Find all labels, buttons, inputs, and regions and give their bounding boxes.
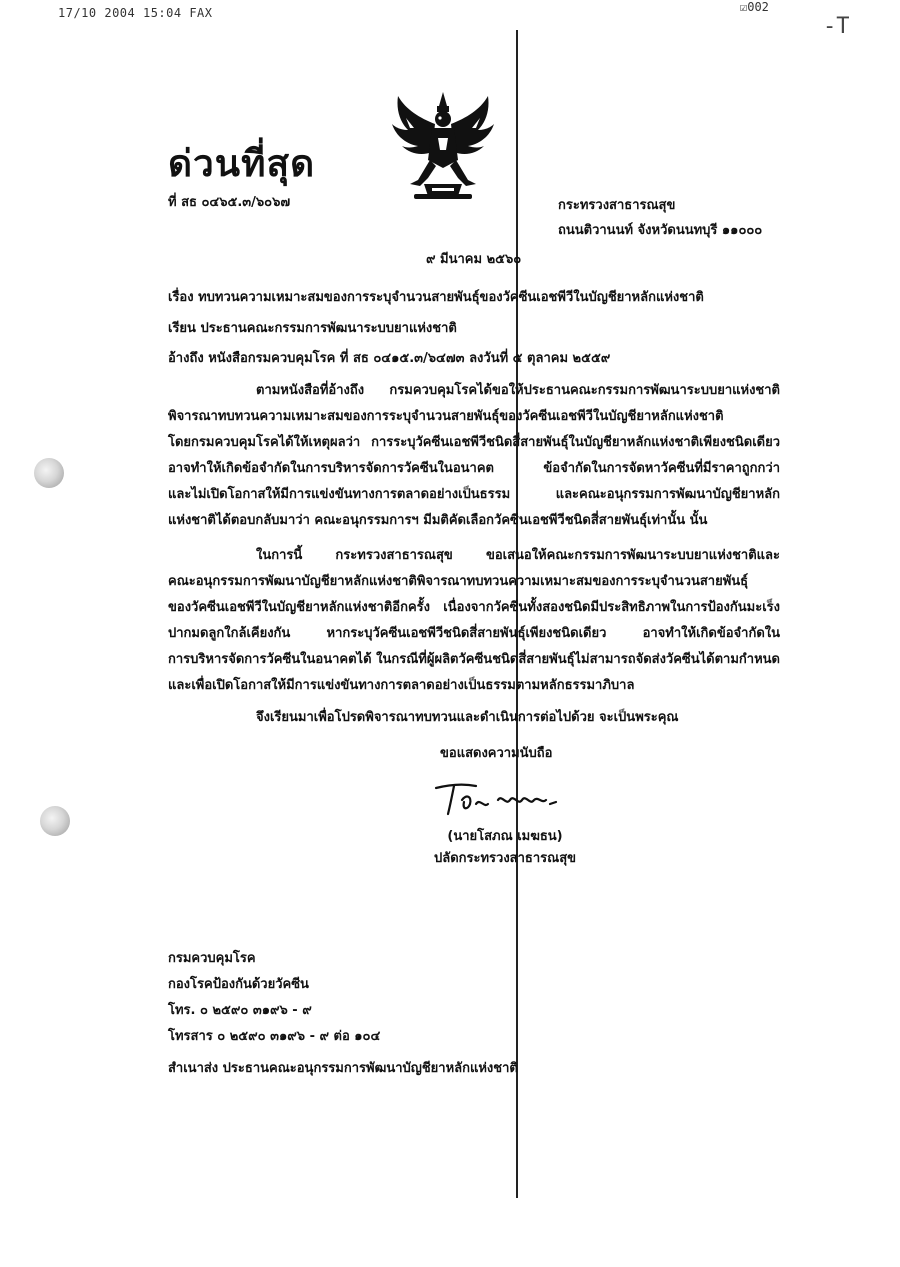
body-paragraph-2	[168, 543, 780, 699]
division-name: กองโรคป้องกันด้วยวัคซีน	[168, 977, 309, 992]
telephone-number: โทร. ๐ ๒๕๙๐ ๓๑๙๖ - ๙	[168, 1003, 312, 1018]
document-date: ๙ มีนาคม ๒๕๖๐	[426, 252, 522, 267]
carbon-copy-line: สำเนาส่ง ประธานคณะอนุกรรมการพัฒนาบัญชียาหลักแห่งชาติ	[168, 1061, 518, 1076]
reference-number: ที่ สธ ๐๔๖๕.๓/๖๐๖๗	[168, 195, 291, 210]
handwritten-signature	[432, 778, 572, 826]
paragraph-line: โดยกรมควบคุมโรคได้ให้เหตุผลว่า การระบุวัคซีนเอชพีวีชนิดสี่สายพันธุ์ในบัญชียาหลักแห่งชาติเพียงชนิดเดียว	[168, 435, 780, 450]
punch-hole-top	[34, 458, 64, 488]
paragraph-line: และเพื่อเปิดโอกาสให้มีการแข่งขันทางการตลาดอย่างเป็นธรรมตามหลักธรรมาภิบาล	[168, 678, 635, 693]
paragraph-line: การบริหารจัดการวัคซีนในอนาคตได้ ในกรณีที่ผู้ผลิตวัคซีนชนิดสี่สายพันธุ์ไม่สามารถจัดส่งวัคซีนได้ตามกำหนด	[168, 652, 780, 667]
paragraph-line: พิจารณาทบทวนความเหมาะสมของการระบุจำนวนสายพันธุ์ของวัคซีนเอชพีวีในบัญชียาหลักแห่งชาติ	[168, 409, 724, 424]
paragraph-line: อาจทำให้เกิดข้อจำกัดในการบริหารจัดการวัคซีนในอนาคต ข้อจำกัดในการจัดหาวัคซีนที่มีราคาถูกกว่า	[168, 461, 780, 476]
signer-name: (นายโสภณ เมฆธน)	[447, 829, 563, 844]
paragraph-line: คณะอนุกรรมการพัฒนาบัญชียาหลักแห่งชาติพิจารณาทบทวนความเหมาะสมของการระบุจำนวนสายพันธุ์	[168, 574, 749, 589]
recipient-line: เรียน ประธานคณะกรรมการพัฒนาระบบยาแห่งชาติ	[168, 321, 457, 336]
fax-page-number: ☑002	[740, 0, 769, 14]
punch-hole-bottom	[40, 806, 70, 836]
closing-salutation: ขอแสดงความนับถือ	[440, 746, 553, 761]
fax-header: 17/10 2004 15:04 FAX	[58, 6, 213, 20]
paragraph-line: แห่งชาติได้ตอบกลับมาว่า คณะอนุกรรมการฯ มีมติคัดเลือกวัคซีนเอชพีวีชนิดสี่สายพันธุ์เท่านั้น นั้น	[168, 513, 708, 528]
paragraph-line: และไม่เปิดโอกาสให้มีการแข่งขันทางการตลาดอย่างเป็นธรรม และคณะอนุกรรมการพัฒนาบัญชียาหลัก	[168, 487, 780, 502]
fax-number: โทรสาร ๐ ๒๕๙๐ ๓๑๙๖ - ๙ ต่อ ๑๐๔	[168, 1029, 381, 1044]
paragraph-line: ตามหนังสือที่อ้างถึง กรมควบคุมโรคได้ขอให้ประธานคณะกรรมการพัฒนาระบบยาแห่งชาติ	[256, 383, 780, 398]
subject-line: เรื่อง ทบทวนความเหมาะสมของการระบุจำนวนสายพันธุ์ของวัคซีนเอชพีวีในบัญชียาหลักแห่งชาติ	[168, 290, 704, 305]
body-paragraph-3: จึงเรียนมาเพื่อโปรดพิจารณาทบทวนและดำเนินการต่อไปด้วย จะเป็นพระคุณ	[256, 710, 679, 725]
reference-line: อ้างถึง หนังสือกรมควบคุมโรค ที่ สธ ๐๔๑๕.๓/๖๔๗๓ ลงวันที่ ๕ ตุลาคม ๒๕๕๙	[168, 351, 611, 366]
ministry-address: ถนนติวานนท์ จังหวัดนนทบุรี ๑๑๐๐๐	[558, 223, 763, 238]
paragraph-line: ปากมดลูกใกล้เคียงกัน หากระบุวัคซีนเอชพีวีชนิดสี่สายพันธุ์เพียงชนิดเดียว อาจทำให้เกิดข้อจำกัดใน	[168, 626, 780, 641]
corner-mark: -T	[823, 14, 850, 39]
paragraph-line: ในการนี้ กระทรวงสาธารณสุข ขอเสนอให้คณะกรรมการพัฒนาระบบยาแห่งชาติและ	[256, 548, 780, 563]
urgency-stamp: ด่วนที่สุด	[168, 141, 316, 185]
signer-title: ปลัดกระทรวงสาธารณสุข	[433, 851, 577, 866]
garuda-emblem-icon	[388, 88, 498, 202]
ministry-name: กระทรวงสาธารณสุข	[558, 198, 676, 213]
body-paragraph-1	[168, 378, 780, 534]
paragraph-line: ของวัคซีนเอชพีวีในบัญชียาหลักแห่งชาติอีกครั้ง เนื่องจากวัคซีนทั้งสองชนิดมีประสิทธิภาพในการป้องกันมะเร็ง	[168, 600, 780, 615]
department-name: กรมควบคุมโรค	[168, 951, 256, 966]
signature-block	[390, 826, 620, 870]
